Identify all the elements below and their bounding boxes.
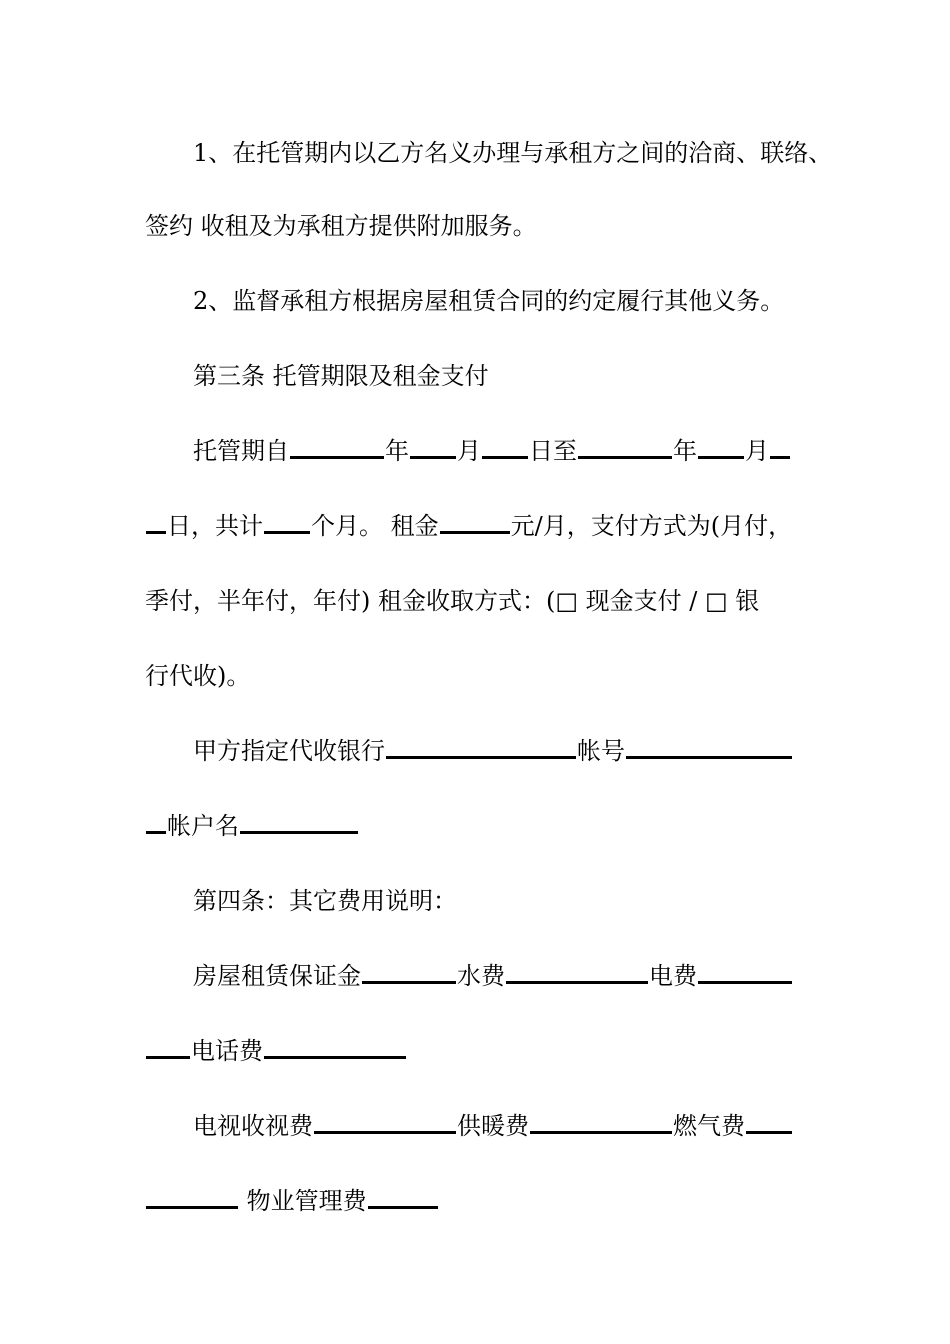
tv-fee-blank[interactable] [314,1117,456,1134]
gas-fee-label: 燃气费 [673,1112,745,1140]
account-name-label: 帐户名 [167,812,239,840]
account-label: 帐号 [577,737,625,765]
gas-fee-blank-start[interactable] [746,1117,792,1134]
deposit-blank[interactable] [362,967,456,984]
fees-line-1 [193,956,950,996]
electricity-fee-label: 电费 [649,962,697,990]
property-fee-label: 物业管理费 [239,1187,367,1215]
start-year-blank[interactable] [290,442,384,459]
start-day-blank[interactable] [482,442,528,459]
month-label: 月 [745,437,769,465]
tv-fee-label: 电视收视费 [193,1112,313,1140]
heating-fee-blank[interactable] [530,1117,672,1134]
electricity-fee-blank-start[interactable] [698,967,792,984]
heating-fee-label: 供暖费 [457,1112,529,1140]
deposit-label: 房屋租赁保证金 [193,962,361,990]
year-label: 年 [385,437,409,465]
term-line-3: 季付，半年付，年付) 租金收取方式：(□ 现金支付 / □ 银 [145,587,760,615]
bank-blank[interactable] [386,742,576,759]
clause-2: 2、监督承租方根据房屋租赁合同的约定履行其他义务。 [193,287,785,315]
bank-line-1 [193,731,950,771]
day-total-label: 日，共计 [167,512,263,540]
article-3-heading: 第三条 托管期限及租金支付 [193,362,489,390]
month-label: 月 [457,437,481,465]
water-fee-blank[interactable] [506,967,648,984]
account-blank-start[interactable] [626,742,792,759]
clause-1-line-1: 1、在托管期内以乙方名义办理与承租方之间的洽商、联络、 [193,139,833,167]
property-fee-blank[interactable] [368,1192,438,1209]
end-year-blank[interactable] [578,442,672,459]
rent-unit-label: 元/月，支付方式为(月付， [510,512,793,540]
account-blank-end[interactable] [146,817,166,834]
water-fee-label: 水费 [457,962,505,990]
end-day-blank-end[interactable] [146,517,166,534]
term-start-label: 托管期自 [193,437,289,465]
article-4-heading: 第四条：其它费用说明： [193,887,457,915]
day-to-label: 日至 [529,437,577,465]
gas-fee-blank-end[interactable] [146,1192,238,1209]
end-month-blank[interactable] [698,442,744,459]
account-name-blank[interactable] [240,817,358,834]
term-line-1 [193,431,950,471]
months-blank[interactable] [264,517,310,534]
rent-amount-blank[interactable] [440,517,510,534]
bank-line-2 [145,806,950,846]
phone-fee-label: 电话费 [191,1037,263,1065]
start-month-blank[interactable] [410,442,456,459]
fees-line-4 [145,1181,950,1221]
bank-label: 甲方指定代收银行 [193,737,385,765]
months-rent-label: 个月。 租金 [311,512,439,540]
fees-line-3 [193,1106,950,1146]
term-line-2 [145,506,950,546]
end-day-blank-start[interactable] [770,442,790,459]
electricity-fee-blank-end[interactable] [146,1042,190,1059]
clause-1-line-2: 签约 收租及为承租方提供附加服务。 [145,212,537,240]
year-label: 年 [673,437,697,465]
term-line-4: 行代收)。 [145,662,251,690]
phone-fee-blank[interactable] [264,1042,406,1059]
fees-line-2 [145,1031,950,1071]
